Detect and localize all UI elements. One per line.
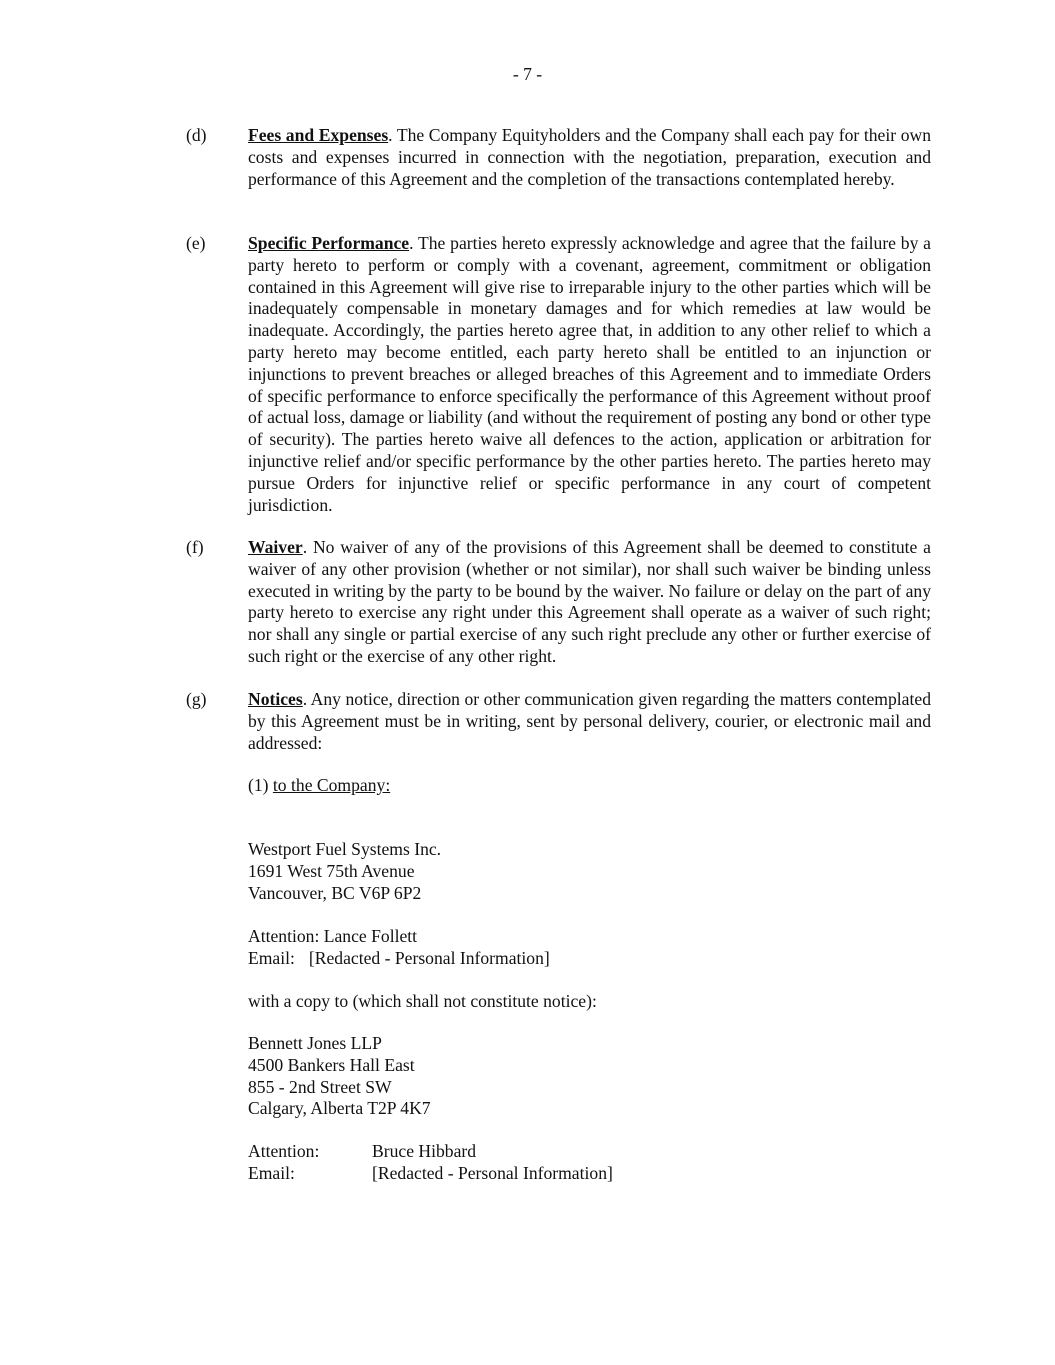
notice-recipient-company bbox=[248, 775, 931, 797]
company-address-line: Westport Fuel Systems Inc. bbox=[248, 839, 442, 859]
section-heading-specific-performance: Specific Performance bbox=[248, 233, 410, 253]
copy-notice-intro: with a copy to (which shall not constitute notice): bbox=[248, 991, 597, 1011]
section-label-e: (e) bbox=[186, 233, 206, 253]
section-text-e: . The parties hereto expressly acknowledge and agree that the failure by a party hereto to perform or comply with a covenant, agreement, commitment or obligation contained in this Agreement will give rise to irreparable injury to the other parties which will be inadequately compensable in monetary damages and for which remedies at law would be inadequate. Accordingly, the parties hereto agree that, in addition to any other relief to which a party hereto may become entitled, each party hereto shall be entitled to an injunction or injunctions to prevent breaches or alleged breaches of this Agreement and to immediate Orders of specific performance to enforce specifically the performance of this Agreement without proof of actual loss, damage or liability (and without the requirement of posting any bond or other type of security). The parties hereto waive all defences to the action, application or arbitration for injunctive relief and/or specific performance by the other parties hereto. The parties hereto may pursue Orders for injunctive relief or specific performance in any court of competent jurisdiction. bbox=[248, 233, 931, 515]
page-number: - 7 - bbox=[512, 64, 543, 84]
section-body-f bbox=[248, 537, 931, 668]
copy-address-line: 4500 Bankers Hall East bbox=[248, 1054, 415, 1075]
section-heading-notices: Notices bbox=[248, 689, 303, 709]
section-body-d bbox=[248, 125, 931, 190]
section-heading-fees-and-expenses: Fees and Expenses bbox=[248, 125, 389, 145]
copy-email-label: Email: bbox=[248, 1162, 295, 1183]
notice-recipient-label: to the Company: bbox=[272, 775, 391, 795]
section-label-g: (g) bbox=[186, 689, 207, 709]
copy-address-block bbox=[248, 1033, 931, 1120]
company-email-value: [Redacted - Personal Information] bbox=[308, 947, 550, 968]
copy-email-row bbox=[248, 1163, 931, 1185]
copy-address-line: Bennett Jones LLP bbox=[248, 1033, 382, 1053]
section-text-d: . The Company Equityholders and the Company shall each pay for their own costs and expenses incurred in connection with the negotiation, preparation, execution and performance of this Agreement and the completion of the transactions contemplated hereby. bbox=[248, 125, 931, 189]
section-body-g bbox=[248, 689, 931, 754]
copy-email-value: [Redacted - Personal Information] bbox=[372, 1162, 613, 1183]
company-attention: Attention: Lance Follett bbox=[248, 926, 418, 946]
copy-notice-intro-block bbox=[248, 991, 931, 1013]
company-address-line: Vancouver, BC V6P 6P2 bbox=[248, 882, 422, 903]
copy-contact-block bbox=[248, 1141, 931, 1185]
copy-address-line: 855 - 2nd Street SW bbox=[248, 1076, 392, 1097]
section-heading-waiver: Waiver bbox=[248, 537, 303, 557]
company-address-line: 1691 West 75th Avenue bbox=[248, 860, 415, 881]
company-contact-block bbox=[248, 926, 931, 970]
section-label-f: (f) bbox=[186, 537, 204, 557]
company-email-label: Email: bbox=[248, 947, 295, 968]
copy-attention-label: Attention: bbox=[248, 1141, 320, 1161]
section-text-g: . Any notice, direction or other communication given regarding the matters contemplated by this Agreement must be in writing, sent by personal delivery, courier, or electronic mail and addressed: bbox=[248, 689, 931, 753]
copy-address-line: Calgary, Alberta T2P 4K7 bbox=[248, 1098, 431, 1119]
company-address-block bbox=[248, 839, 931, 904]
copy-attention-value: Bruce Hibbard bbox=[372, 1141, 477, 1161]
section-body-e bbox=[248, 233, 931, 516]
copy-attention-row bbox=[248, 1141, 931, 1163]
section-text-f: . No waiver of any of the provisions of this Agreement shall be deemed to constitute a waiver of any other provision (whether or not similar), nor shall such waiver be binding unless executed in writing by the party to be bound by the waiver. No failure or delay on the part of any party hereto to exercise any right under this Agreement shall operate as a waiver of such right; nor shall any single or partial exercise of any such right preclude any other or further exercise of such right or the exercise of any other right. bbox=[248, 537, 931, 666]
section-label-d: (d) bbox=[186, 125, 207, 145]
notice-recipient-prefix: (1) bbox=[248, 775, 273, 795]
company-email-row bbox=[248, 948, 931, 970]
